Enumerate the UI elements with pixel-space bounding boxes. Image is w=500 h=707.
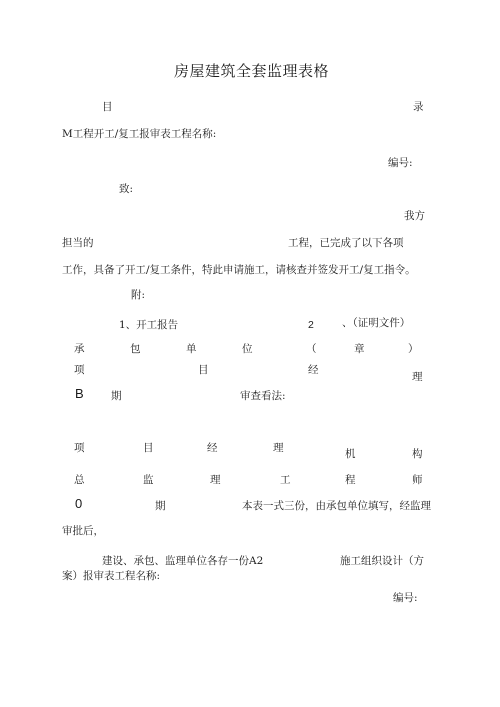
- design-title-cont: 案）报审表工程名称:: [62, 570, 161, 582]
- org-char: 构: [412, 448, 423, 460]
- contractor-char: 单: [186, 343, 197, 355]
- chief-char: 总: [74, 474, 85, 486]
- contractor-char: 承: [74, 343, 85, 355]
- chief-char: 师: [412, 474, 423, 486]
- design-title: 施工组织设计（方: [340, 555, 424, 567]
- dandang-text: 担当的: [62, 237, 94, 249]
- date-qi-2: 期: [155, 500, 166, 512]
- to-label: 致:: [119, 183, 134, 195]
- attachment-item-1: 1、开工报告: [119, 319, 179, 331]
- supervisor-char: 经: [207, 442, 218, 454]
- chief-char: 工: [280, 474, 291, 486]
- contractor-char: 章: [354, 343, 365, 355]
- store-note: 建设、承包、监理单位各存一份A2: [102, 555, 264, 567]
- page-title: 房屋建筑全套监理表格: [174, 62, 330, 80]
- pm-char: 理: [412, 371, 423, 383]
- supervisor-char: 项: [74, 442, 85, 454]
- attachment-item-2-text: 、（证明文件）: [342, 317, 411, 329]
- apply-line: 工作，具备了开工/复工条件，特此申请施工，请核查并签发开工/复工指令。: [62, 264, 416, 276]
- org-char: 机: [345, 448, 356, 460]
- contractor-char: 位: [242, 343, 253, 355]
- form-title-line: M工程开工/复工报审表工程名称:: [62, 128, 217, 140]
- date-qi-1: 期: [111, 390, 122, 402]
- contractor-char: 包: [130, 343, 141, 355]
- contractor-char: （: [306, 343, 317, 355]
- project-done-text: 工程，已完成了以下各项: [288, 237, 404, 249]
- number-label-2: 编号:: [393, 592, 418, 604]
- review-opinion-label: 审查看法:: [240, 390, 286, 402]
- copies-note: 本表一式三份，由承包单位填写，经监理: [242, 500, 431, 512]
- contractor-char: ）: [408, 343, 419, 355]
- supervisor-char: 理: [273, 442, 284, 454]
- pm-char: 项: [74, 364, 85, 376]
- chief-char: 监: [143, 474, 154, 486]
- attachment-label: 附:: [131, 289, 146, 301]
- wo-fang-text: 我方: [404, 210, 425, 222]
- date-digit-0: 0: [75, 496, 83, 511]
- chief-char: 理: [210, 474, 221, 486]
- pm-char: 目: [198, 364, 209, 376]
- date-letter-b: B: [75, 386, 84, 401]
- supervisor-char: 目: [143, 442, 154, 454]
- toc-left: 目: [102, 101, 113, 113]
- toc-right: 录: [413, 101, 424, 113]
- approve-text: 审批后，: [62, 525, 104, 537]
- number-label: 编号:: [388, 157, 413, 169]
- chief-char: 程: [345, 474, 356, 486]
- attachment-item-2-number: 2: [308, 319, 314, 331]
- pm-char: 经: [308, 364, 319, 376]
